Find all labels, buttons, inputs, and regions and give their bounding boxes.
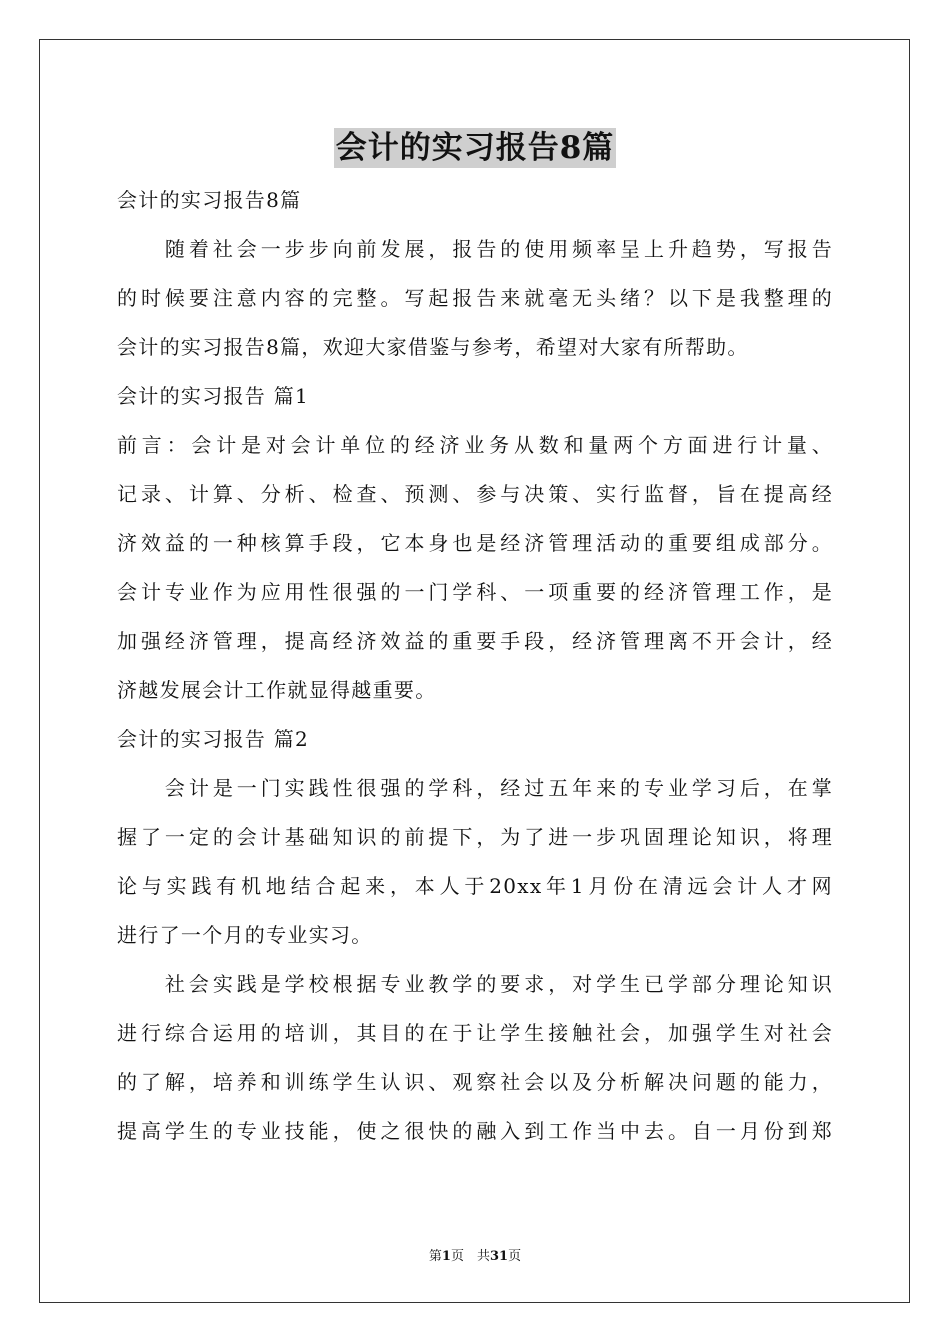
section1-line: 加强经济管理，提高经济效益的重要手段，经济管理离不开会计，经 [117, 629, 833, 653]
section-heading-1: 会计的实习报告 篇1 [117, 384, 310, 408]
section2-para2-line: 的了解，培养和训练学生认识、观察社会以及分析解决问题的能力， [117, 1070, 833, 1094]
section2-para2-line: 进行综合运用的培训，其目的在于让学生接触社会，加强学生对社会 [117, 1021, 833, 1045]
section2-para1-line: 论与实践有机地结合起来，本人于20xx年1月份在清远会计人才网 [117, 874, 833, 898]
section-heading-2: 会计的实习报告 篇2 [117, 727, 310, 751]
title-container [0, 128, 950, 168]
footer-page-prefix: 第 [428, 1249, 442, 1264]
intro-line: 会计的实习报告8篇，欢迎大家借鉴与参考，希望对大家有所帮助。 [117, 335, 749, 359]
page-footer [0, 1245, 950, 1264]
footer-page-mid: 页 共 [450, 1249, 490, 1264]
footer-page-suffix: 页 [508, 1249, 522, 1264]
document-subtitle: 会计的实习报告8篇 [117, 188, 302, 212]
document-title: 会计的实习报告8篇 [335, 130, 615, 166]
document-body [117, 176, 833, 1156]
section2-para2-line: 社会实践是学校根据专业教学的要求，对学生已学部分理论知识 [117, 972, 833, 996]
section2-para1-line: 握了一定的会计基础知识的前提下，为了进一步巩固理论知识，将理 [117, 825, 833, 849]
section1-line: 济越发展会计工作就显得越重要。 [117, 678, 437, 702]
intro-line: 随着社会一步步向前发展，报告的使用频率呈上升趋势，写报告 [117, 237, 833, 261]
section2-para2-line: 提高学生的专业技能，使之很快的融入到工作当中去。自一月份到郑 [117, 1119, 833, 1143]
section2-para1-line: 会计是一门实践性很强的学科，经过五年来的专业学习后，在掌 [117, 776, 833, 800]
footer-page-total: 31 [489, 1249, 509, 1264]
intro-line: 的时候要注意内容的完整。写起报告来就毫无头绪？以下是我整理的 [117, 286, 833, 310]
section1-line: 济效益的一种核算手段，它本身也是经济管理活动的重要组成部分。 [117, 531, 833, 555]
section1-line: 记录、计算、分析、检查、预测、参与决策、实行监督，旨在提高经 [117, 482, 833, 506]
section1-line: 会计专业作为应用性很强的一门学科、一项重要的经济管理工作，是 [117, 580, 833, 604]
section1-line: 前言：会计是对会计单位的经济业务从数和量两个方面进行计量、 [117, 433, 833, 457]
section2-para1-line: 进行了一个月的专业实习。 [117, 923, 373, 947]
footer-page-current: 1 [441, 1249, 451, 1264]
